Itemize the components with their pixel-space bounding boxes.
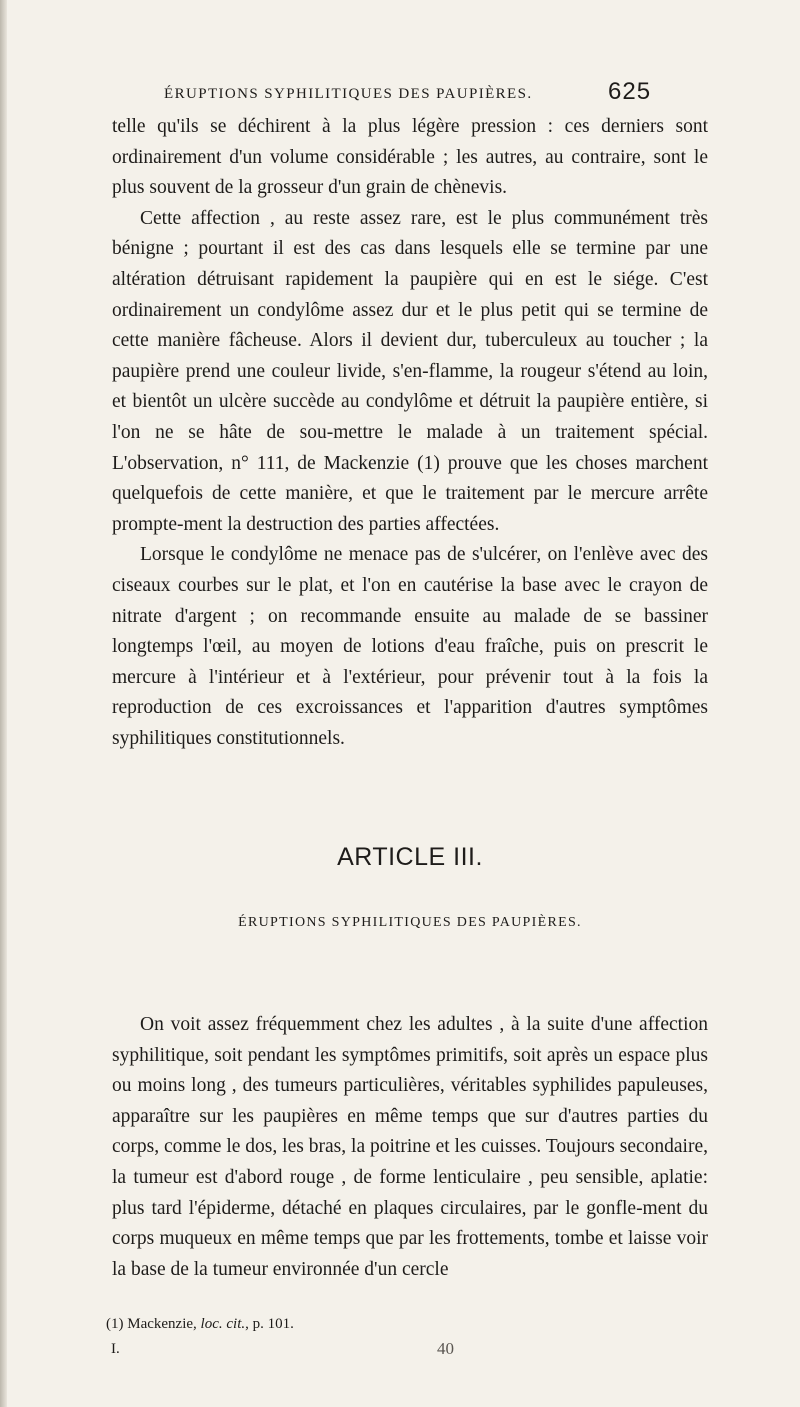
paragraph: Cette affection , au reste assez rare, est le plus communément très bénigne ; pourtant il est des cas dans lesquels elle se termine par une altération détruisant rapidement la paupière qui en est le siége. C'est ordinairement un condylôme assez dur et le plus petit qui se termine de cette manière fâcheuse. Alors il devient dur, tuberculeux au toucher ; la paupière prend une couleur livide, s'en-flamme, la rougeur s'étend au loin, et bientôt un ulcère succède au condylôme et détruit la paupière entière, si l'on ne se hâte de sou-mettre le malade à un traitement spécial. L'observation, n° 111, de Mackenzie (1) prouve que les choses marchent quelquefois de cette manière, et que le traitement par le mercure arrête prompte-ment la destruction des parties affectées. [112, 207, 708, 535]
page-header [0, 80, 700, 112]
footnote-page-ref: , p. 101. [245, 1316, 294, 1332]
paragraph: On voit assez fréquemment chez les adultes , à la suite d'une affection syphilitique, soit pendant les symptômes primitifs, soit après un espace plus ou moins long , des tumeurs particulières, véritables syphilides papuleuses, apparaître sur les paupières en même temps que sur d'autres parties du corps, comme le dos, les bras, la poitrine et les cuisses. Toujours secondaire, la tumeur est d'abord rouge , de forme lenticulaire , peu sensible, aplatie: plus tard l'épiderme, détaché en plaques circulaires, par le gonfle-ment du corps muqueux en même temps que par les frottements, tombe et laisse voir la base de la tumeur environnée d'un cercle [112, 1014, 708, 1280]
running-title: ÉRUPTIONS SYPHILITIQUES DES PAUPIÈRES. [164, 86, 533, 102]
footnote-source: loc. cit. [200, 1316, 246, 1332]
footnote-marker: (1) Mackenzie, [106, 1316, 197, 1332]
page-number: 625 [608, 78, 652, 105]
body-text-bottom [112, 1010, 708, 1285]
body-text-top [112, 112, 708, 754]
article-subtitle: ÉRUPTIONS SYPHILITIQUES DES PAUPIÈRES. [238, 915, 582, 930]
page-binding-edge [0, 0, 7, 1407]
paragraph: telle qu'ils se déchirent à la plus légère pression : ces derniers sont ordinairement d'un volume considérable ; les autres, au contraire, sont le plus souvent de la grosseur d'un grain de chènevis. [112, 116, 708, 199]
footnote [106, 1316, 294, 1333]
article-title: ARTICLE III. [337, 843, 483, 871]
signature-volume: I. [111, 1341, 120, 1357]
paragraph: Lorsque le condylôme ne menace pas de s'ulcérer, on l'enlève avec des ciseaux courbes sur le plat, et l'on en cautérise la base avec le crayon de nitrate d'argent ; on recommande ensuite au malade de se bassiner longtemps l'œil, au moyen de lotions d'eau fraîche, puis on prescrit le mercure à l'intérieur et à l'extérieur, pour prévenir tout à la fois la reproduction de ces excroissances et l'apparition d'autres symptômes syphilitiques constitutionnels. [112, 544, 708, 749]
signature-sheet-number: 40 [437, 1339, 454, 1358]
